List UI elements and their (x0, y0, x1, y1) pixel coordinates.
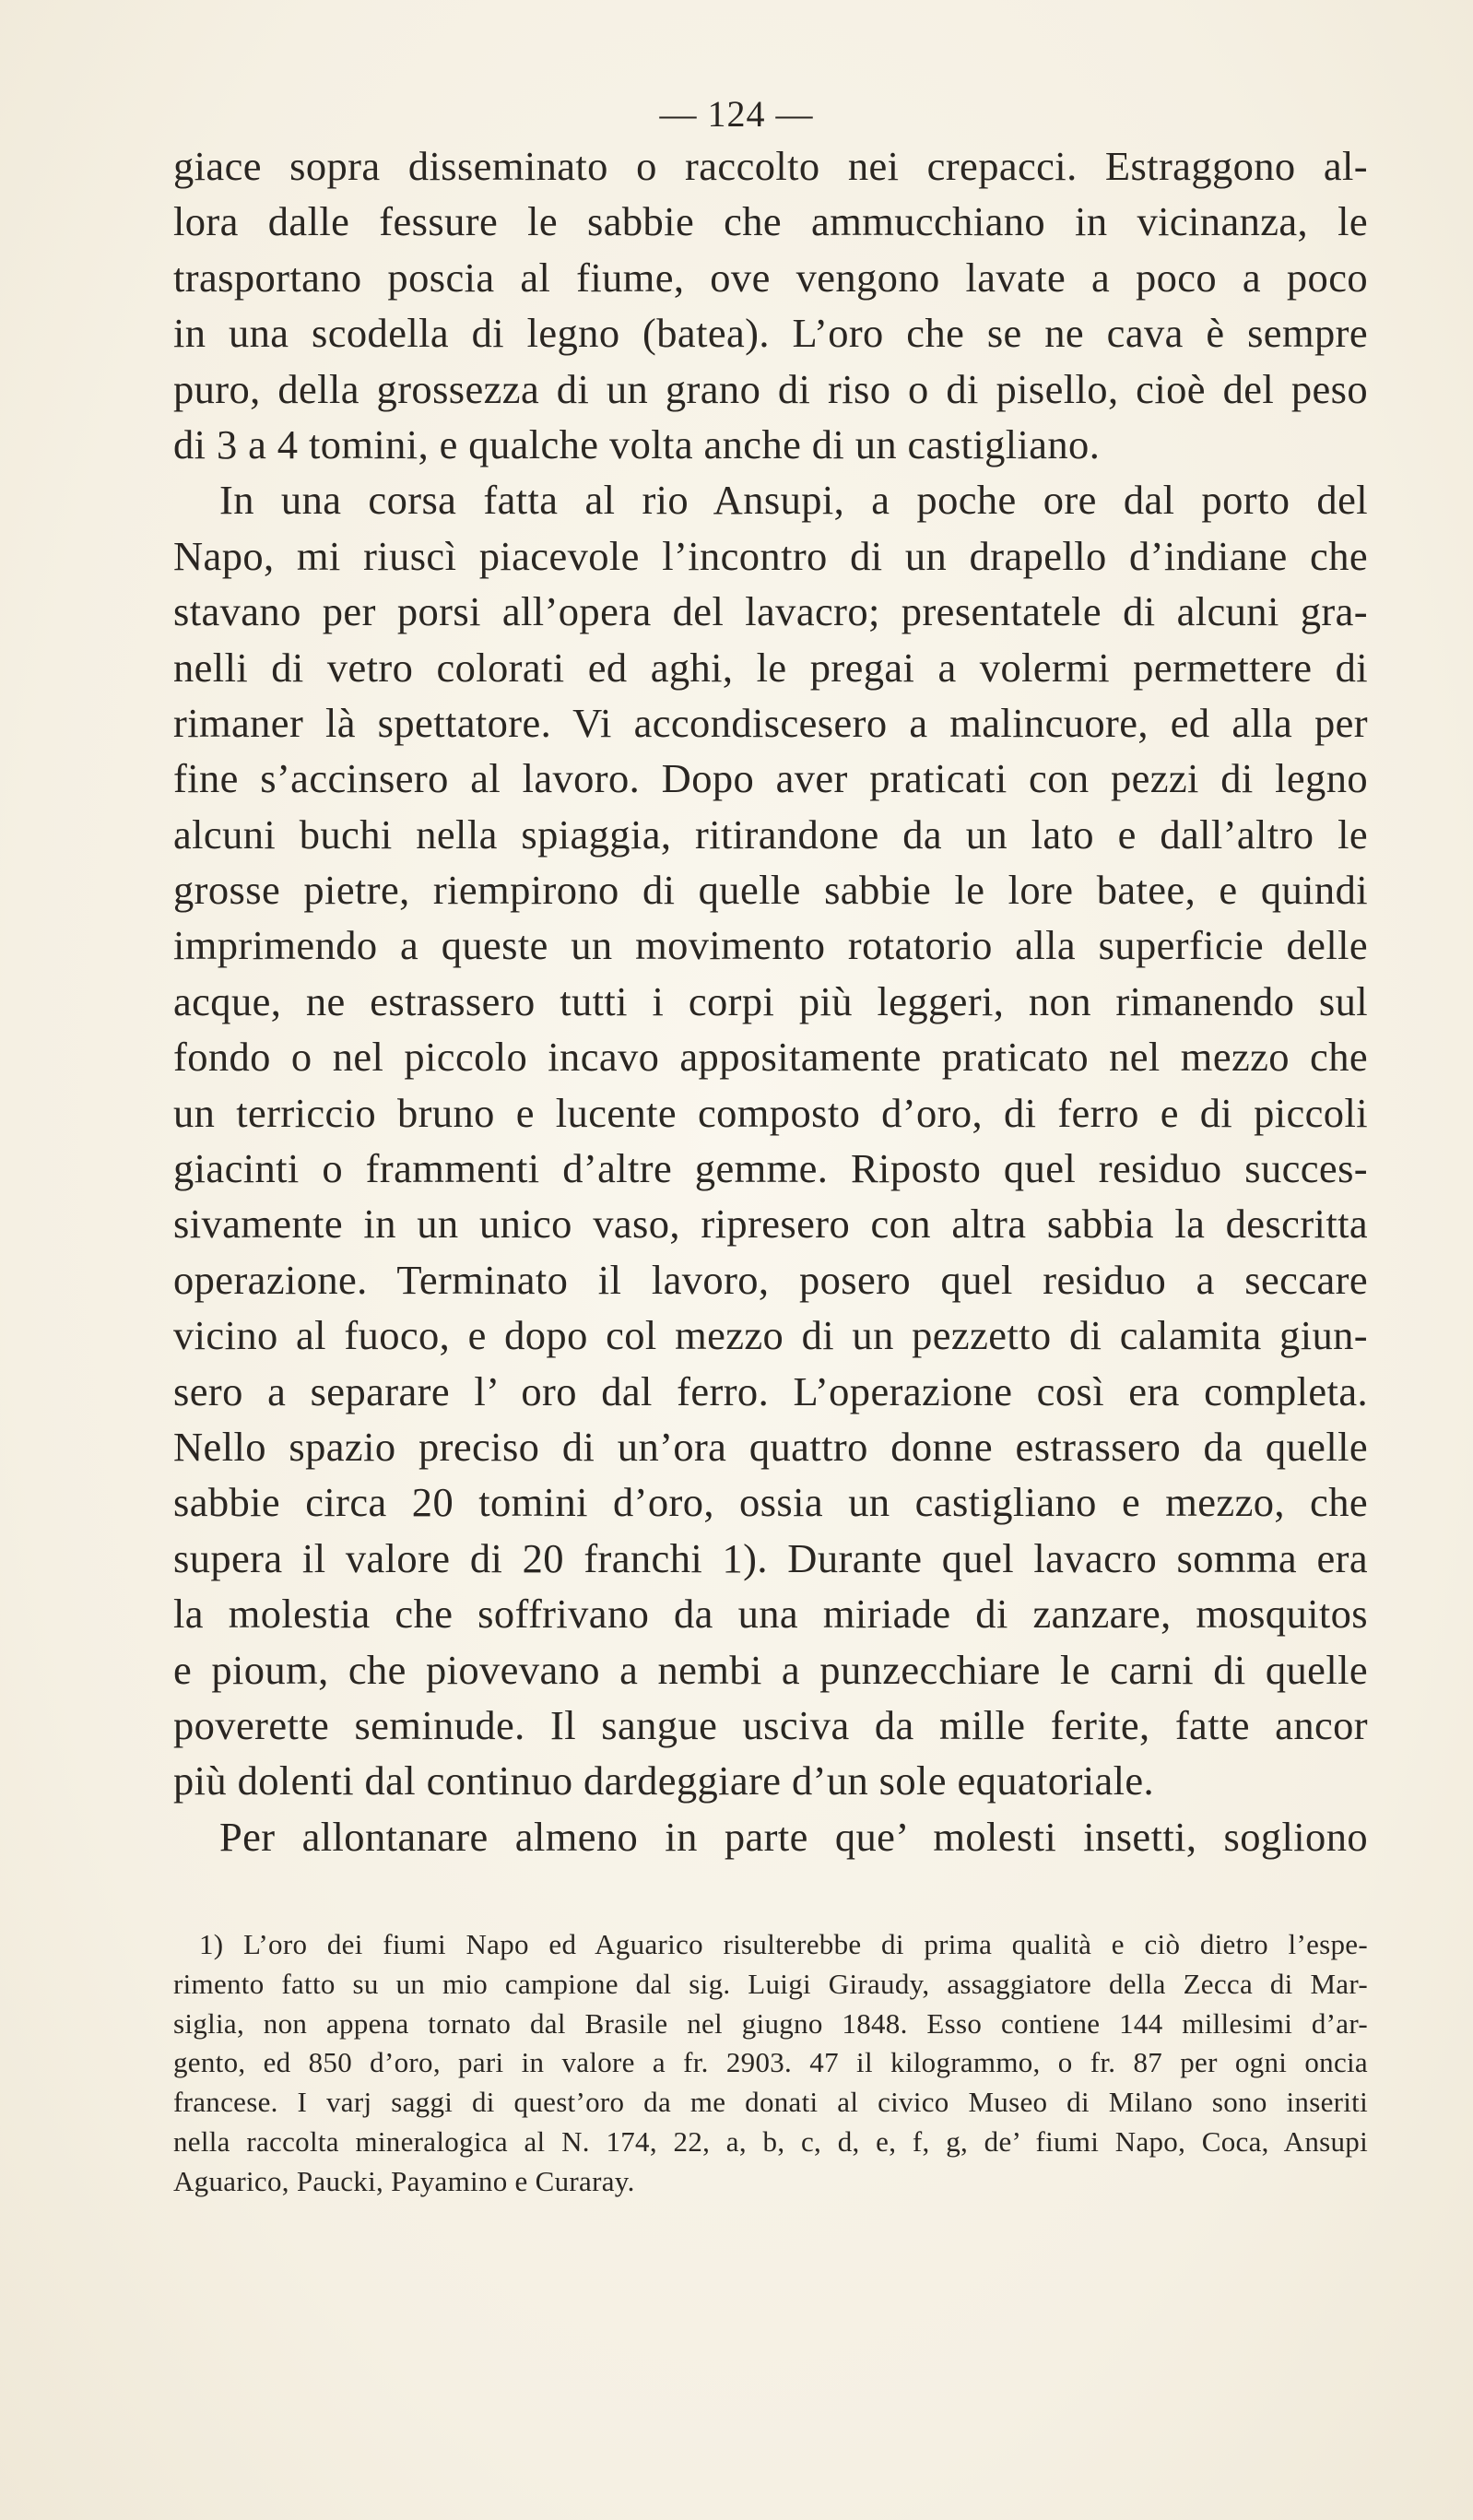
body-line: supera il valore di 20 franchi 1). Durante quel lavacro somma era (173, 1534, 1368, 1581)
body-line: fondo o nel piccolo incavo appositamente praticato nel mezzo che (173, 1034, 1368, 1081)
body-line: lora dalle fessure le sabbie che ammucchiano in vicinanza, le (173, 198, 1368, 245)
body-line: Nello spazio preciso di un’ora quattro donne estrassero da quelle (173, 1423, 1368, 1470)
body-line: giace sopra disseminato o raccolto nei crepacci. Estraggono al- (173, 143, 1368, 189)
body-line: la molestia che soffrivano da una miriade di zanzare, mosquitos (173, 1591, 1368, 1638)
body-line: grosse pietre, riempirono di quelle sabbie le lore batee, e quindi (173, 867, 1368, 914)
body-text (173, 138, 1368, 1864)
footnote-line: gento, ed 850 d’oro, pari in valore a fr. 2903. 47 il kilogrammo, o fr. 87 per ogni oncia (173, 2046, 1368, 2079)
body-line: acque, ne estrassero tutti i corpi più leggeri, non rimanendo sul (173, 977, 1368, 1024)
footnote-line: nella raccolta mineralogica al N. 174, 22, a, b, c, d, e, f, g, de’ fiumi Napo, Coca, Ansupi (173, 2124, 1368, 2158)
body-line: vicino al fuoco, e dopo col mezzo di un pezzetto di calamita giun- (173, 1312, 1368, 1359)
body-line: In una corsa fatta al rio Ansupi, a poche ore dal porto del (219, 477, 1368, 524)
footnote-line: francese. I varj saggi di quest’oro da me donati al civico Museo di Milano sono inseriti (173, 2086, 1368, 2119)
body-line: alcuni buchi nella spiaggia, ritirandone da un lato e dall’altro le (173, 810, 1368, 858)
footnote-line: rimento fatto su un mio campione dal sig. Luigi Giraudy, assaggiatore della Zecca di Mar- (173, 1967, 1368, 2000)
body-line: in una scodella di legno (batea). L’oro che se ne cava è sempre (173, 310, 1368, 357)
body-line: e pioum, che piovevano a nembi a punzecchiare le carni di quelle (173, 1646, 1368, 1693)
footnotes (173, 1925, 1368, 2202)
body-line: Per allontanare almeno in parte que’ molesti insetti, sogliono (219, 1813, 1368, 1860)
footnote-line: 1) L’oro dei fiumi Napo ed Aguarico risulterebbe di prima qualità e ciò dietro l’espe- (199, 1928, 1368, 1960)
body-line: Napo, mi riuscì piacevole l’incontro di un drapello d’indiane che (173, 532, 1368, 579)
page-number: — 124 — (659, 93, 814, 135)
body-line: sero a separare l’ oro dal ferro. L’operazione così era completa. (173, 1367, 1368, 1414)
body-line: un terriccio bruno e lucente composto d’oro, di ferro e di piccoli (173, 1089, 1368, 1136)
body-line: stavano per porsi all’opera del lavacro; presentatele di alcuni gra- (173, 588, 1368, 635)
body-line: più dolenti dal continuo dardeggiare d’un sole equatoriale. (173, 1757, 1155, 1804)
body-line: imprimendo a queste un movimento rotatorio alla superficie delle (173, 922, 1368, 969)
body-line: sabbie circa 20 tomini d’oro, ossia un castigliano e mezzo, che (173, 1479, 1368, 1526)
body-line: trasportano poscia al fiume, ove vengono lavate a poco a poco (173, 254, 1368, 301)
body-line: fine s’accinsero al lavoro. Dopo aver praticati con pezzi di legno (173, 755, 1368, 802)
footnote-line: siglia, non appena tornato dal Brasile nel giugno 1848. Esso contiene 144 millesimi d’ar- (173, 2006, 1368, 2040)
body-line: di 3 a 4 tomini, e qualche volta anche di un castigliano. (173, 420, 1101, 467)
body-line: nelli di vetro colorati ed aghi, le pregai a volermi permettere di (173, 644, 1368, 691)
body-line: sivamente in un unico vaso, ripresero con altra sabbia la descritta (173, 1201, 1368, 1248)
body-line: puro, della grossezza di un grano di riso o di pisello, cioè del peso (173, 365, 1368, 412)
body-line: rimaner là spettatore. Vi accondiscesero a malincuore, ed alla per (173, 699, 1368, 746)
body-line: poverette seminude. Il sangue usciva da mille ferite, fatte ancor (173, 1701, 1368, 1748)
body-line: operazione. Terminato il lavoro, posero quel residuo a seccare (173, 1256, 1368, 1303)
body-line: giacinti o frammenti d’altre gemme. Riposto quel residuo succes- (173, 1145, 1368, 1192)
footnote-line: Aguarico, Paucki, Payamino e Curaray. (173, 2164, 635, 2197)
